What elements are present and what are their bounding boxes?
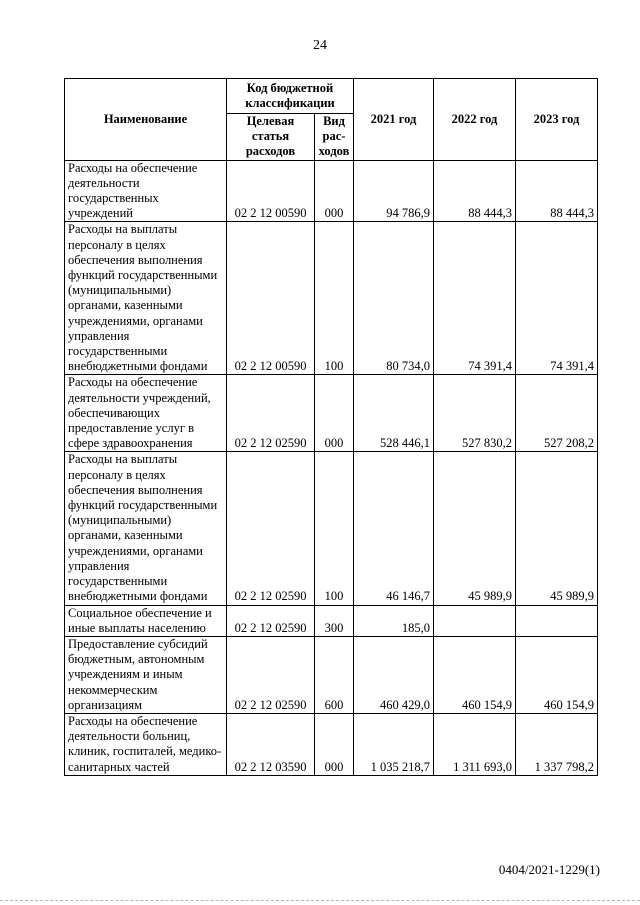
page-number: 24	[313, 38, 327, 53]
row-expense-type: 600	[315, 636, 354, 713]
row-2023-value: 45 989,9	[516, 452, 598, 605]
budget-table	[64, 78, 598, 776]
row-expense-type: 100	[315, 452, 354, 605]
row-name: Предоставление субсидий бюджетным, автономным учреждениям и иным некоммерческим организациям	[65, 636, 227, 713]
row-2023-value: 1 337 798,2	[516, 713, 598, 775]
table-row	[65, 605, 598, 636]
table-row	[65, 160, 598, 222]
row-target-code: 02 2 12 00590	[227, 160, 315, 222]
table-row	[65, 375, 598, 452]
header-2023: 2023 год	[516, 79, 598, 161]
row-2022-value: 1 311 693,0	[434, 713, 516, 775]
row-2021-value: 46 146,7	[354, 452, 434, 605]
header-name: Наименование	[65, 79, 227, 161]
row-expense-type: 000	[315, 375, 354, 452]
table-row	[65, 713, 598, 775]
row-2022-value: 45 989,9	[434, 452, 516, 605]
row-2023-value: 460 154,9	[516, 636, 598, 713]
row-name: Расходы на обеспечение деятельности больниц, клиник, госпиталей, медико-санитарных частей	[65, 713, 227, 775]
header-target-article: Целевая статья расходов	[227, 114, 315, 161]
row-expense-type: 300	[315, 605, 354, 636]
header-expense-type: Вид рас-ходов	[315, 114, 354, 161]
table-row	[65, 222, 598, 375]
row-2022-value: 460 154,9	[434, 636, 516, 713]
row-expense-type: 000	[315, 160, 354, 222]
scan-edge-divider	[0, 900, 640, 901]
row-2023-value: 527 208,2	[516, 375, 598, 452]
document-code: 0404/2021-1229(1)	[498, 862, 600, 877]
row-name: Расходы на выплаты персоналу в целях обеспечения выполнения функций государственными (муниципальными) органами, казенными учреждениями, органами управления государственными внебюджетными фондами	[65, 452, 227, 605]
row-2023-value: 74 391,4	[516, 222, 598, 375]
row-target-code: 02 2 12 02590	[227, 605, 315, 636]
row-name: Расходы на выплаты персоналу в целях обеспечения выполнения функций государственными (муниципальными) органами, казенными учреждениями, органами управления государственными внебюджетными фондами	[65, 222, 227, 375]
row-2023-value	[516, 605, 598, 636]
row-2022-value	[434, 605, 516, 636]
row-2022-value: 527 830,2	[434, 375, 516, 452]
row-target-code: 02 2 12 00590	[227, 222, 315, 375]
row-name: Социальное обеспечение и иные выплаты населению	[65, 605, 227, 636]
row-2021-value: 460 429,0	[354, 636, 434, 713]
row-2021-value: 80 734,0	[354, 222, 434, 375]
row-target-code: 02 2 12 02590	[227, 375, 315, 452]
header-classification: Код бюджетной классификации	[227, 79, 354, 114]
row-target-code: 02 2 12 03590	[227, 713, 315, 775]
row-name: Расходы на обеспечение деятельности государственных учреждений	[65, 160, 227, 222]
row-name: Расходы на обеспечение деятельности учреждений, обеспечивающих предоставление услуг в сфере здравоохранения	[65, 375, 227, 452]
row-expense-type: 000	[315, 713, 354, 775]
header-2022: 2022 год	[434, 79, 516, 161]
row-2021-value: 185,0	[354, 605, 434, 636]
table-row	[65, 636, 598, 713]
row-2021-value: 528 446,1	[354, 375, 434, 452]
row-2021-value: 94 786,9	[354, 160, 434, 222]
row-2023-value: 88 444,3	[516, 160, 598, 222]
row-2021-value: 1 035 218,7	[354, 713, 434, 775]
table-row	[65, 452, 598, 605]
row-target-code: 02 2 12 02590	[227, 636, 315, 713]
row-expense-type: 100	[315, 222, 354, 375]
row-2022-value: 74 391,4	[434, 222, 516, 375]
row-target-code: 02 2 12 02590	[227, 452, 315, 605]
header-2021: 2021 год	[354, 79, 434, 161]
row-2022-value: 88 444,3	[434, 160, 516, 222]
